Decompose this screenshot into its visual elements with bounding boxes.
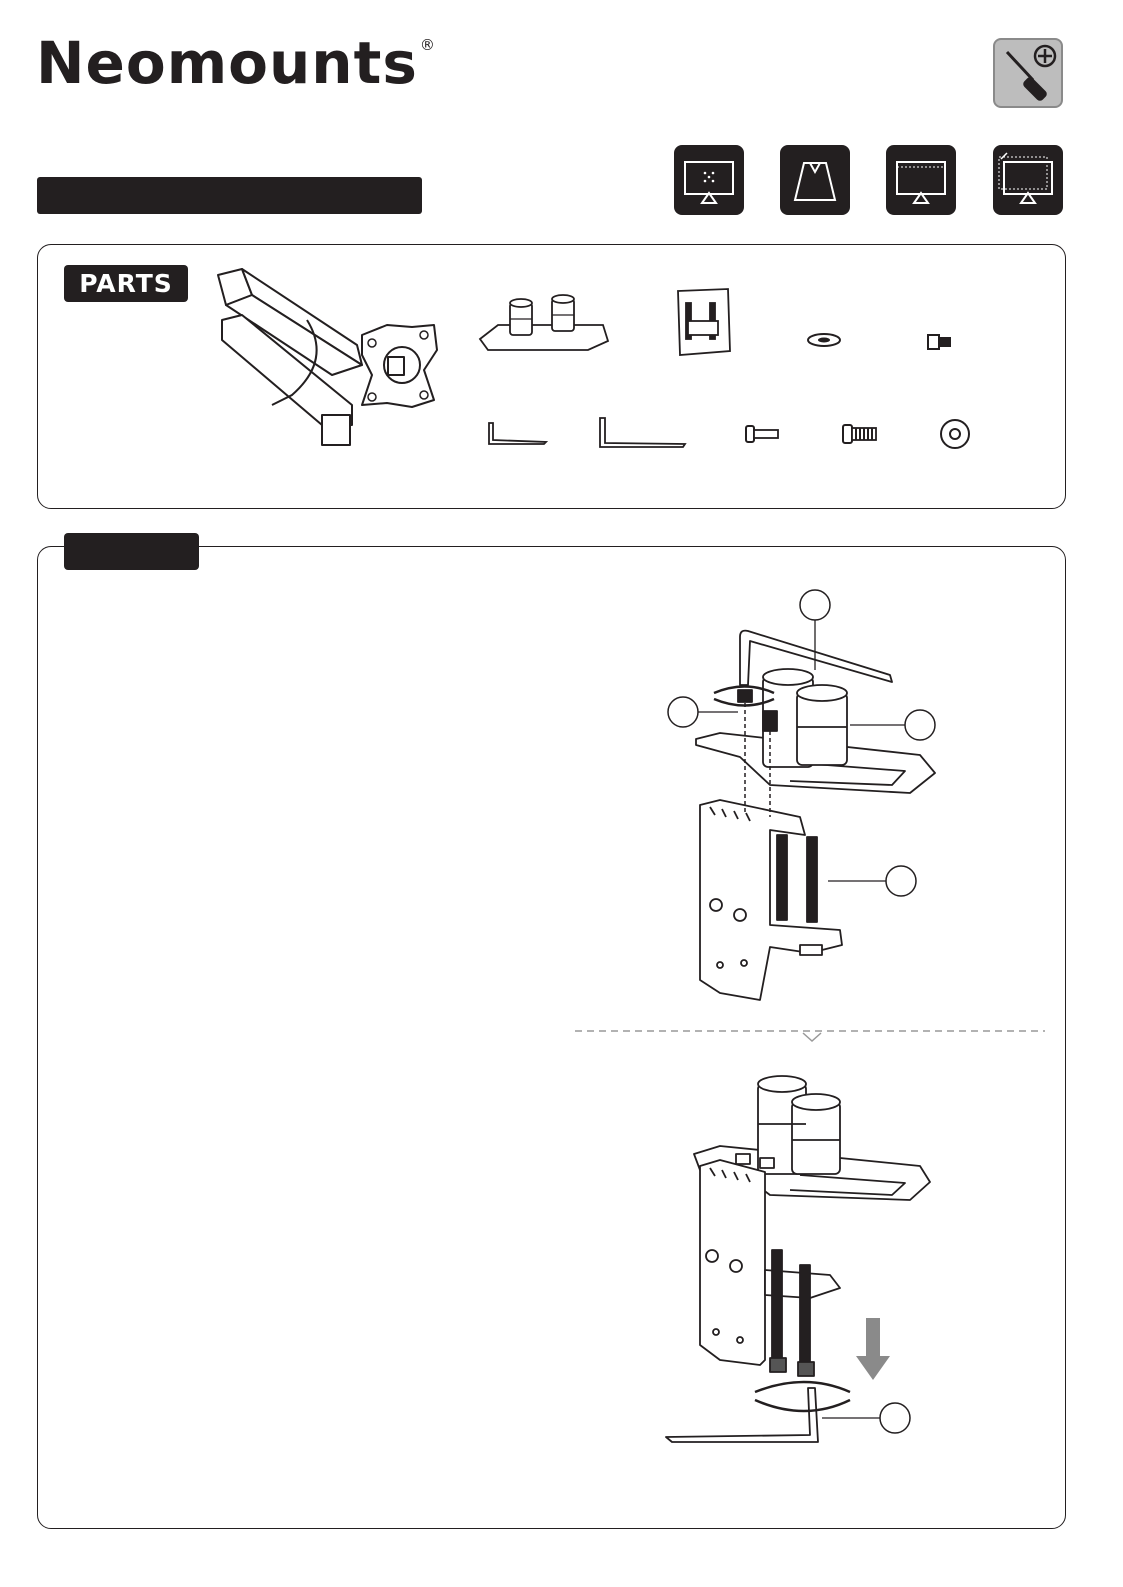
callout-5 [880,1403,910,1433]
clamp-bracket-icon [670,285,740,365]
screw-short-icon [744,422,784,446]
base-plate-icon [478,295,608,355]
assembly-assembled-illustration [660,1070,960,1460]
step-label-tag [64,533,199,570]
step-divider [575,1025,1045,1045]
callout-2 [668,697,698,727]
washer-small-icon [804,330,844,350]
callout-4 [886,866,916,896]
monitor-height-adjust-icon [674,145,744,215]
brand-name: Neomounts [36,29,418,97]
parts-panel [37,244,1066,509]
parts-label: PARTS [64,265,188,302]
feature-tilt [780,145,850,215]
feature-swivel [886,145,956,215]
washer-ring-icon [937,416,973,452]
callout-3 [905,710,935,740]
screwdriver-tool-badge [993,38,1063,108]
monitor-arm-icon [212,265,452,455]
monitor-swivel-icon [886,145,956,215]
bolt-short-icon [925,332,955,352]
callout-1 [800,590,830,620]
screw-threaded-icon [841,422,881,446]
allen-key-large-icon [595,415,690,455]
registered-mark: ® [419,36,435,54]
feature-height-adjust [674,145,744,215]
feature-rotate [993,145,1063,215]
monitor-rotate-icon [993,145,1063,215]
title-bar [37,177,422,214]
phillips-screwdriver-icon [993,38,1063,108]
assembly-exploded-illustration [660,585,960,1005]
allen-key-small-icon [484,420,554,450]
monitor-tilt-icon [780,145,850,215]
brand-logo [36,28,435,98]
